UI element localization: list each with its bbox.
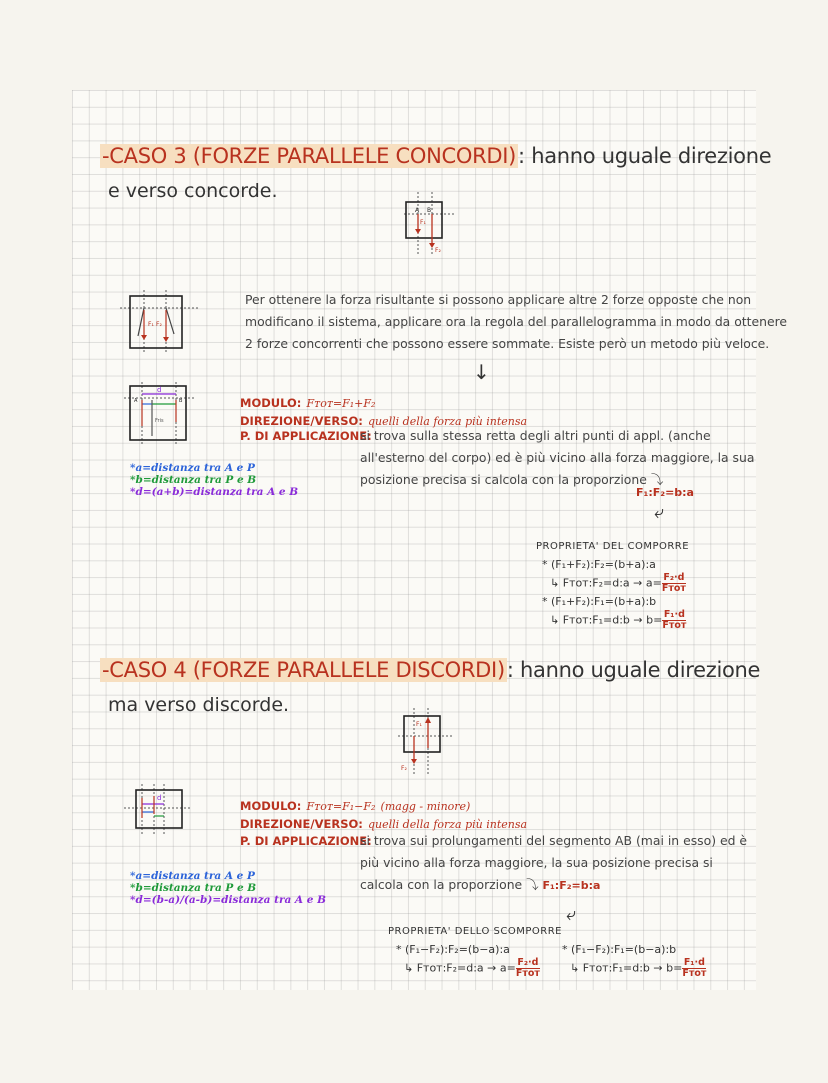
res-fris-label: Fris xyxy=(155,418,164,424)
app-line-2: all'esterno del corpo) ed è più vicino alla forza maggiore, la sua xyxy=(360,450,755,465)
paragraph-line-3: 2 forze concorrenti che possono essere sommate. Esiste però un metodo più veloce. xyxy=(245,336,770,351)
c4-frac-a-den: Fᴛᴏᴛ xyxy=(515,968,540,979)
caso3-top-diagram xyxy=(400,192,460,256)
caso4-legend xyxy=(130,870,326,906)
c4-legend-d: *d=(b-a)/(a-b)=distanza tra A e B xyxy=(130,894,326,906)
top-label-a: A xyxy=(415,207,420,214)
c4-curved-arrow-icon: ⤵ xyxy=(522,877,543,892)
down-arrow-icon: ↓ xyxy=(473,360,490,384)
caso3-title: -CASO 3 (FORZE PARALLELE CONCORDI) xyxy=(102,144,517,168)
prop4-right-2-text: ↳ Fᴛᴏᴛ:F₁=d:b → b= xyxy=(570,961,683,975)
res-b-label: B xyxy=(179,398,183,404)
prop3-line-2-text: ↳ Fᴛᴏᴛ:F₂=d:a → a= xyxy=(550,576,662,590)
caso4-direzione-value: quelli della forza più intensa xyxy=(367,818,528,831)
prop4-left-2-text: ↳ Fᴛᴏᴛ:F₂=d:a → a= xyxy=(404,961,516,975)
prop3-line-4-text: ↳ Fᴛᴏᴛ:F₁=d:b → b= xyxy=(550,613,663,627)
c4-frac-a-num: F₂·d xyxy=(517,957,539,968)
prop3-frac-b xyxy=(662,610,686,631)
caso3-resultant-diagram xyxy=(124,382,194,444)
prop3-frac-a xyxy=(662,573,686,594)
c4-legend-a: *a=distanza tra A e P xyxy=(130,870,255,882)
c4-app-line-1: si trova sui prolungamenti del segmento AB (mai in esso) ed è xyxy=(360,833,748,848)
prop3-line-3: * (F₁+F₂):F₁=(b+a):b xyxy=(542,595,657,608)
prop4-left-2 xyxy=(396,958,540,979)
frac-b-den: Fᴛᴏᴛ xyxy=(662,620,687,631)
paragraph-line-2: modificano il sistema, applicare ora la regola del parallelogramma in modo da ottenere xyxy=(245,314,788,329)
caso3-direzione-value: quelli della forza più intensa xyxy=(367,415,528,428)
caso3-applicazione-text xyxy=(360,425,754,491)
curved-arrow-icon: ⤵ xyxy=(646,472,664,487)
caso4-left-diagram xyxy=(124,784,190,834)
caso4-heading xyxy=(100,658,760,682)
caso3-modulo-row xyxy=(240,392,375,411)
app-line-3 xyxy=(360,469,754,491)
prop3-line-2 xyxy=(542,573,686,594)
top-label-f2: F₂ xyxy=(435,247,441,254)
top-label-f1: F₁ xyxy=(420,219,426,226)
caso4-modulo-row xyxy=(240,795,470,814)
caso4-applicazione-text xyxy=(360,830,747,897)
c4-frac-b-num: F₁·d xyxy=(683,957,705,968)
caso4-title-tail: : hanno uguale direzione xyxy=(506,658,761,682)
legend-d: *d=(a+b)=distanza tra A e B xyxy=(130,486,299,498)
caso4-modulo-note: (magg - minore) xyxy=(380,800,471,813)
prop4-right-1: * (F₁−F₂):F₁=(b−a):b xyxy=(562,943,677,956)
down-arrow-2-icon: ⤶ xyxy=(654,502,665,523)
caso4-direzione-label: DIREZIONE/VERSO: xyxy=(240,817,363,831)
c4-down-arrow-icon: ⤶ xyxy=(566,904,577,925)
frac-a-num: F₂·d xyxy=(663,572,685,583)
paragraph-line-1: Per ottenere la forza risultante si possono applicare altre 2 forze opposte che non xyxy=(245,292,752,307)
para-f2-label: F₂ xyxy=(156,321,162,328)
caso4-modulo-label: MODULO: xyxy=(240,799,302,813)
res-a-label: A xyxy=(134,398,138,404)
caso3-direzione-label: DIREZIONE/VERSO: xyxy=(240,414,363,428)
res-d-label: d xyxy=(157,386,162,394)
caso3-subtitle: e verso concorde. xyxy=(108,180,278,202)
top-label-b: B xyxy=(427,207,432,214)
prop4-left-1: * (F₁−F₂):F₂=(b−a):a xyxy=(396,943,510,956)
c4-app-line-3 xyxy=(360,874,747,897)
caso3-paragraph xyxy=(245,289,787,355)
prop4-right-2 xyxy=(562,958,706,979)
legend-a: *a=distanza tra A e P xyxy=(130,462,255,474)
prop3-line-1: * (F₁+F₂):F₂=(b+a):a xyxy=(542,558,656,571)
caso3-parallelogram-diagram xyxy=(120,290,200,352)
caso4-applicazione-label: P. DI APPLICAZIONE: xyxy=(240,834,372,848)
prop4-frac-b xyxy=(682,958,706,979)
caso3-title-tail: : hanno uguale direzione xyxy=(518,144,772,168)
caso4-proportion: F₁:F₂=b:a xyxy=(542,879,601,892)
caso3-property-title: PROPRIETA' DEL COMPORRE xyxy=(536,541,690,552)
c4-legend-b: *b=distanza tra P e B xyxy=(130,882,257,894)
prop4-frac-a xyxy=(516,958,540,979)
legend-b: *b=distanza tra P e B xyxy=(130,474,257,486)
c4-app-line-2: più vicino alla forza maggiore, la sua posizione precisa si xyxy=(360,855,713,870)
c4-top-f1: F₁ xyxy=(416,721,422,728)
caso4-subtitle: ma verso discorde. xyxy=(108,694,290,716)
caso4-title: -CASO 4 (FORZE PARALLELE DISCORDI) xyxy=(102,658,505,682)
caso3-legend xyxy=(130,462,298,498)
caso4-property-title: PROPRIETA' DELLO SCOMPORRE xyxy=(388,926,562,937)
caso3-applicazione-label: P. DI APPLICAZIONE: xyxy=(240,429,372,443)
app-line-1: si trova sulla stessa retta degli altri punti di appl. (anche xyxy=(360,428,711,443)
frac-b-num: F₁·d xyxy=(663,609,685,620)
app-line-3-text: posizione precisa si calcola con la proporzione xyxy=(360,472,647,487)
frac-a-den: Fᴛᴏᴛ xyxy=(661,583,686,594)
caso3-modulo-value: Fᴛᴏᴛ=F₁+F₂ xyxy=(306,397,376,410)
c4-d-label: d xyxy=(157,794,162,802)
caso4-property-right xyxy=(562,942,706,979)
caso3-property-lines xyxy=(542,557,686,631)
c4-frac-b-den: Fᴛᴏᴛ xyxy=(682,968,707,979)
caso4-property-left xyxy=(396,942,540,979)
para-f1-label: F₁ xyxy=(148,321,154,328)
caso4-top-diagram xyxy=(398,708,454,774)
caso3-heading xyxy=(100,144,771,168)
c4-app-line-3-text: calcola con la proporzione xyxy=(360,877,523,892)
c4-top-f2: F₂ xyxy=(401,765,407,772)
caso4-modulo-value: Fᴛᴏᴛ=F₁−F₂ xyxy=(306,800,376,813)
prop3-line-4 xyxy=(542,610,686,631)
caso3-modulo-label: MODULO: xyxy=(240,396,302,410)
caso3-proportion: F₁:F₂=b:a xyxy=(636,486,694,499)
